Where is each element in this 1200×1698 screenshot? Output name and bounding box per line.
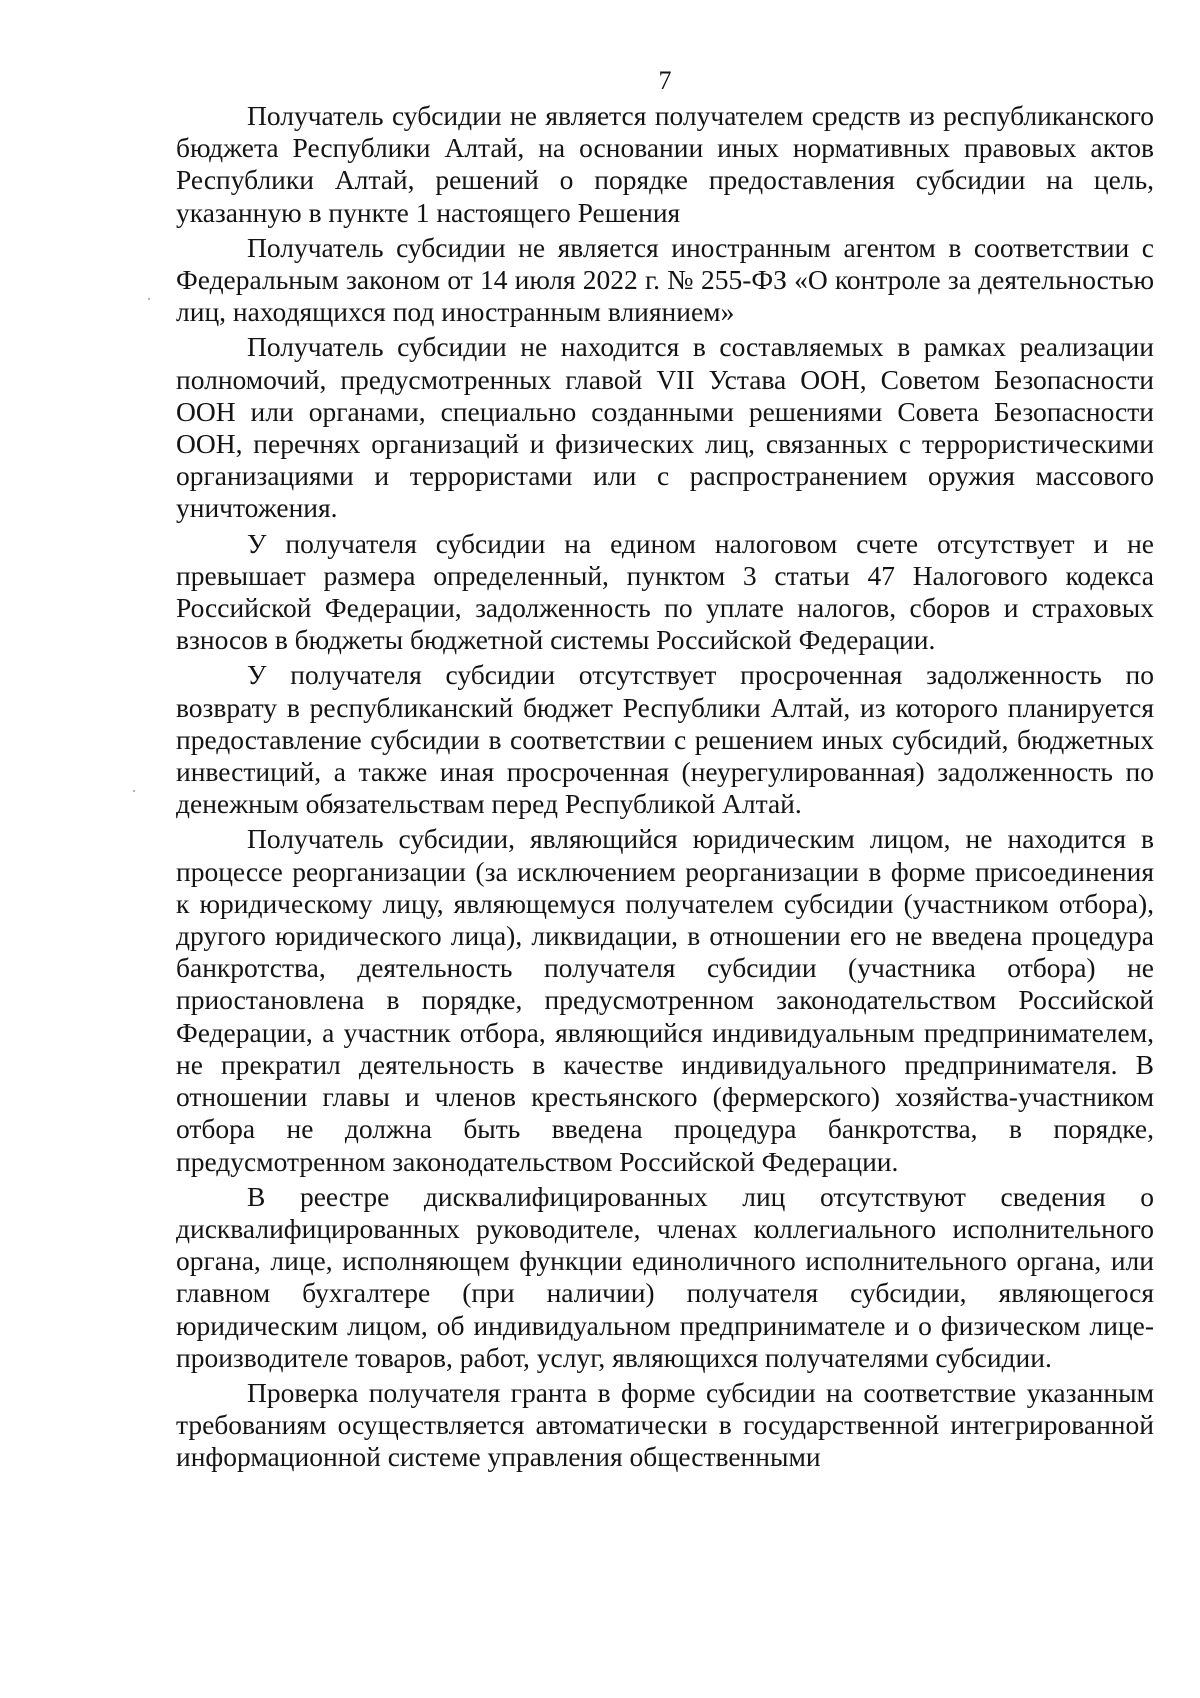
paragraph-automatic-check: Проверка получателя гранта в форме субсидии на соответствие указанным требованиям осуществляется автоматически в государственной интегрированной информационной системе управления общественными [176,1376,1154,1473]
page-number: 7 [658,66,672,95]
paragraph-no-overdue-debt: У получателя субсидии отсутствует просроченная задолженность по возврату в республиканский бюджет Республики Алтай, из которого планируется предоставление субсидии в соответствии с решением иных субсидий, бюджетных инвестиций, а также иная просроченная (неурегулированная) задолженность по денежным обязательствам перед Республикой Алтай. [176,659,1154,820]
scan-speck [148,298,150,300]
document-body [176,100,1154,1474]
paragraph-not-budget-recipient: Получатель субсидии не является получателем средств из республиканского бюджета Республики Алтай, на основании иных нормативных правовых актов Республики Алтай, решений о порядке предоставления субсидии на цель, указанную в пункте 1 настоящего Решения [176,100,1154,228]
paragraph-disqualified-registry: В реестре дисквалифицированных лиц отсутствуют сведения о дисквалифицированных руководителе, членах коллегиального исполнительного органа, лице, исполняющем функции единоличного исполнительного органа, или главном бухгалтере (при наличии) получателя субсидии, являющегося юридическим лицом, об индивидуальном предпринимателе и о физическом лице-производителе товаров, работ, услуг, являющихся получателями субсидии. [176,1180,1154,1373]
paragraph-not-terrorist-list: Получатель субсидии не находится в составляемых в рамках реализации полномочий, предусмотренных главой VII Устава ООН, Советом Безопасности ООН или органами, специально созданными решениями Совета Безопасности ООН, перечнях организаций и физических лиц, связанных с террористическими организациями и террористами или с распространением оружия массового уничтожения. [176,331,1154,524]
scan-speck [133,790,135,792]
paragraph-no-tax-debt: У получателя субсидии на едином налоговом счете отсутствует и не превышает размера определенный, пунктом 3 статьи 47 Налогового кодекса Российской Федерации, задолженность по уплате налогов, сборов и страховых взносов в бюджеты бюджетной системы Российской Федерации. [176,527,1154,656]
paragraph-no-reorganization: Получатель субсидии, являющийся юридическим лицом, не находится в процессе реорганизации (за исключением реорганизации в форме присоединения к юридическому лицу, являющемуся получателем субсидии (участником отбора), другого юридического лица), ликвидации, в отношении его не введена процедура банкротства, деятельность получателя субсидии (участника отбора) не приостановлена в порядке, предусмотренном законодательством Российской Федерации, а участник отбора, являющийся индивидуальным предпринимателем, не прекратил деятельность в качестве индивидуального предпринимателя. В отношении главы и членов крестьянского (фермерского) хозяйства-участником отбора не должна быть введена процедура банкротства, в порядке, предусмотренном законодательством Российской Федерации. [176,823,1154,1177]
paragraph-not-foreign-agent: Получатель субсидии не является иностранным агентом в соответствии с Федеральным законом от 14 июля 2022 г. № 255-ФЗ «О контроле за деятельностью лиц, находящихся под иностранным влиянием» [176,231,1154,328]
